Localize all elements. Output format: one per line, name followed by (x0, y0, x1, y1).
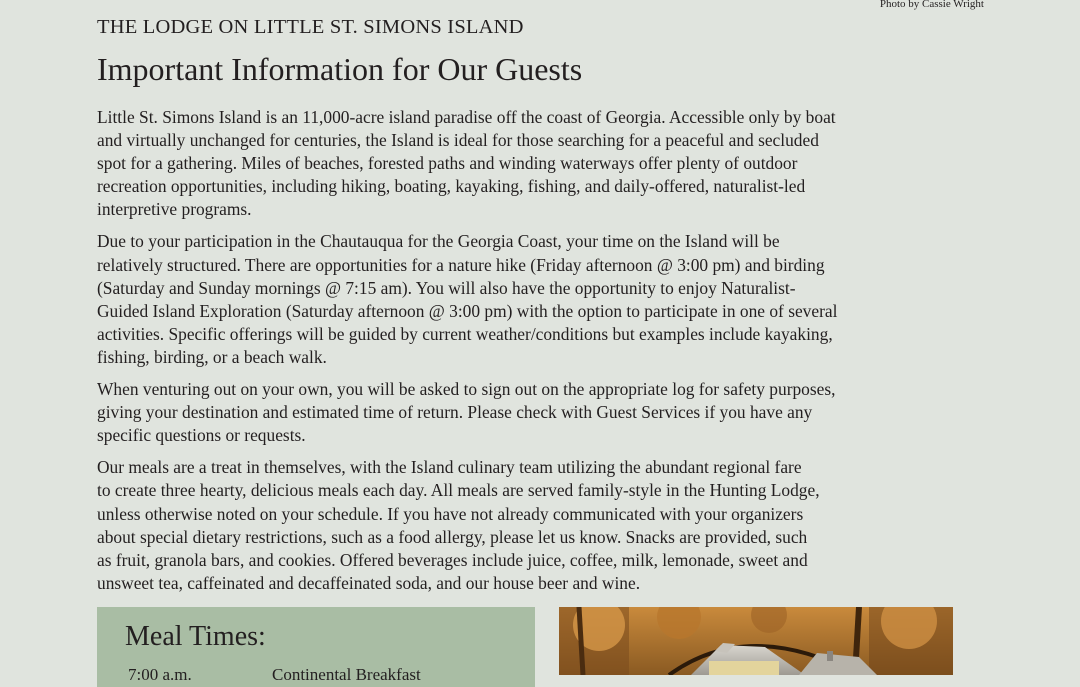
text-line: spot for a gathering. Miles of beaches, forested paths and winding waterways offer plenty of outdoor (97, 153, 798, 174)
text-line: about special dietary restrictions, such as a food allergy, please let us know. Snacks are provided, such (97, 526, 808, 547)
text-line: Our meals are a treat in themselves, with the Island culinary team utilizing the abundant regional fare (97, 457, 802, 478)
body-text (97, 106, 967, 604)
meal-times-box (97, 607, 535, 687)
text-line: Little St. Simons Island is an 11,000-acre island paradise off the coast of Georgia. Accessible only by boat (97, 107, 836, 127)
lodge-photo (559, 607, 953, 675)
text-line: Guided Island Exploration (Saturday afternoon @ 3:00 pm) with the option to participate in one of several (97, 300, 838, 321)
text-line: specific questions or requests. (97, 425, 306, 446)
paragraph-island-intro (97, 106, 967, 221)
text-line: giving your destination and estimated time of return. Please check with Guest Services if you have any (97, 402, 813, 423)
paragraph-meals (97, 456, 967, 595)
page-title: Important Information for Our Guests (97, 51, 583, 87)
text-line: recreation opportunities, including hiking, boating, kayaking, fishing, and daily-offered, naturalist-led (97, 176, 806, 197)
text-line: Due to your participation in the Chautauqua for the Georgia Coast, your time on the Island will be (97, 231, 780, 252)
text-line: and virtually unchanged for centuries, the Island is ideal for those searching for a peaceful and secluded (97, 130, 819, 151)
meal-time: 7:00 a.m. (128, 665, 192, 684)
text-line: to create three hearty, delicious meals each day. All meals are served family-style in the Hunting Lodge, (97, 480, 820, 501)
paragraph-safety (97, 378, 967, 447)
text-line: as fruit, granola bars, and cookies. Offered beverages include juice, coffee, milk, lemonade, sweet and (97, 549, 808, 570)
text-line: When venturing out on your own, you will be asked to sign out on the appropriate log for safety purposes, (97, 379, 836, 400)
meal-times-heading: Meal Times: (125, 621, 266, 652)
text-line: unsweet tea, caffeinated and decaffeinated soda, and our house beer and wine. (97, 572, 641, 593)
meal-name: Continental Breakfast (272, 665, 421, 684)
paragraph-schedule (97, 230, 967, 369)
text-line: activities. Specific offerings will be guided by current weather/conditions but examples include kayaking, (97, 323, 833, 344)
meal-time-row (128, 665, 421, 685)
publication-kicker: THE LODGE ON LITTLE ST. SIMONS ISLAND (97, 16, 524, 38)
text-line: interpretive programs. (97, 199, 252, 220)
text-line: unless otherwise noted on your schedule. If you have not already communicated with your organizers (97, 503, 804, 524)
text-line: relatively structured. There are opportunities for a nature hike (Friday afternoon @ 3:00 pm) and birding (97, 254, 825, 275)
photo-credit: Photo by Cassie Wright (879, 0, 984, 10)
text-line: (Saturday and Sunday mornings @ 7:15 am). You will also have the opportunity to enjoy Naturalist- (97, 277, 796, 298)
lodge-photo-illustration (559, 607, 953, 675)
text-line: fishing, birding, or a beach walk. (97, 346, 327, 367)
